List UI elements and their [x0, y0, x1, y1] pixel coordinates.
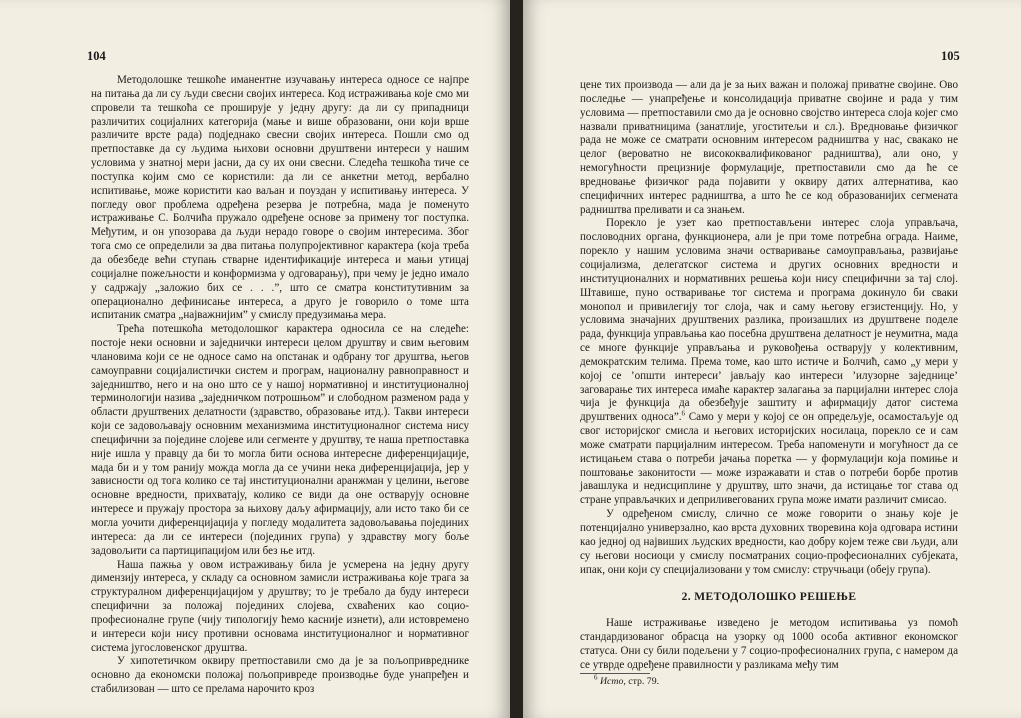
- right-page-body: [580, 79, 958, 688]
- footnote: [580, 673, 958, 688]
- footnote-source: Исто: [599, 675, 624, 687]
- paragraph: Порекло је узет као претпостављени интерес слоја управљача, пословодних органа, функционера, али је при томе потребна ограда. Наиме, порекло у нашим условима значи остваривање самоуправљања, развијање социјализма, делегатског система и других основних вредности и институционалних и нормативних решења који нису специфични за тај слој. Штавише, пуно остваривање тог система и програма докинуло би сваки монопол и привилегију тог слоја, чак и саму његову егзистенцију. Но, у условима значајних друштвених разлика, произашлих из друштвене поделе рада, функција управљања као посебна друштвена делатност је неумитна, мада се многе функције управљања и руковођења остварују у колективним, демократским телима. Према томе, као што истиче и Болчић, само „у мери у којој се ’општи интереси’ јављају као интереси ’илузорне заједнице’ заговарање тих интереса имаће карактер залагања за парцијални интерес слоја чија је функција да обезбеђује заштиту и афирмацију датог система друштвених односа”.$^6$ Само у мери у којој се он опредељује, осамостаљује од свог историјског смисла и његових историјских носилаца, порекло се и сам може сматрати парцијалним интересом. Треба напоменути и могућност да се истицањем става о потреби јачања поретка — у формулацији која помиње и поштовање законитости — може изражавати и став о потреби борбе против јавашлука и недисциплине у друштву, што значи, да истицање тог става од стране управљачких и деприливегованих група може имати различит смисао.: [580, 217, 958, 507]
- paragraph: У хипотетичком оквиру претпоставили смо да је за пољопривреднике основно да економски положај пољопривреде производње буде унапређен и стабилизован — што се прелама нарочито кроз: [91, 655, 469, 696]
- paragraph: цене тих производа — али да је за њих важан и положај приватне својине. Ово последње — унапређење и консолидација приватне својине и рада у тим условима — претпоставили смо да је основно својство интереса слоја којег смо назвали приватницима (занатлије, угоститељи и сл.). Вредновање физичког рада не може се сматрати основним интересом радништва у нас, свакако не целог (вероватно не висококвалификованог радништва), али оно, у немогућности прецизније формулације, претпоставили смо да ће се вредновање физичког рада појавити у оквиру датих алтернатива, као специфичних интерес радништва, а што ће се код образованијих сегмената радништва преливати и са знањем.: [580, 79, 958, 216]
- paragraph: Трећа потешкоћа методолошког карактера односила се на следеће: постоје неки основни и заједнички интереси целом друштву и свим његовим члановима који се не односе само на опстанак и одбрану тог друштва, његов самоуправни социјалистички систем и програм, националну равноправност и заједништво, него и на оно што се у нашој нормативној и институционалној терминологији назива „заједничком потрошњом” и слободном разменом рада у области друштвених делатности (здравство, образовање итд.). Такви интереси који се задовољавају основним механизмима институционалног система нису специфични за поједине слојеве или сегменте у друштву, те наша претпоставка није ишла у правцу да би то могла бити основа интересне диференцијације, мада би и у том ранију можда могла да се учини нека диференцијација, јер у зависности од тога колико се тај институционални аранжман у целини, његове основне вредности, прихватају, колико се види да оне остварују основне интересе и пружају простора за њихову даљу афирмацију, али исто тако би се могла уочити диференцијација у погледу модалитета задовољавања појединих интереса: да ли се интереси (појединих група) у здравству могу боље задовољити са партиципацијом или без ње итд.: [91, 323, 469, 557]
- left-page: [0, 0, 510, 718]
- page-number-right: 105: [941, 49, 960, 63]
- footnote-ref-marker: 6: [681, 409, 686, 418]
- paragraph: Наше истраживање изведено је методом испитивања уз помоћ стандардизованог обрасца на узорку од 1000 особа активног економског статуса. Они су били подељени у 7 социо-професионалних група, с намером да се утврде одређене правилности у разликама међу тим: [580, 617, 958, 671]
- paragraph: Наша пажња у овом истраживању била је усмерена на једну другу димензију интереса, у складу са основном замисли истраживања које трага за структуралном диференцијацијом у друштву; то је требало да буду интереси специфични за положај појединих слојева, схваћених као социо-професионалне групе (чију типологију ћемо касније изнети), али истовремено и интереси који нису противни основама институционалног и нормативног система југословенског друштва.: [91, 558, 469, 654]
- right-page: [523, 0, 1021, 718]
- section-heading: 2. МЕТОДОЛОШКО РЕШЕЊЕ: [681, 591, 857, 604]
- book-gutter: [510, 0, 523, 718]
- footnote-marker: 6: [594, 673, 598, 682]
- footnote-reference: , стр. 79.: [623, 675, 660, 687]
- paragraph: У одређеном смислу, слично се може говорити о знању које је потенцијално универзално, као врста духовних творевина која одговара истини као једној од највиших људских вредности, као добру којем теже сви људи, али су његови носиоци у смислу посматраних социо-професионалних субјеката, ипак, они који су специјализовани у том смислу: стручњаци (обеју група).: [580, 508, 958, 576]
- paragraph: Методолошке тешкоће иманентне изучавању интереса односе се најпре на питања да ли су људи свесни својих интереса. Код истраживања које смо ми спровели та тешкоћа се проширује у једну другу: да ли су припадници различитих социјалних категорија (мање и више образовани, они који врше различите врсте рада) подједнако свесни својих интереса. Пошли смо од претпоставке да су људима њихови основни друштвени интереси у нашим условима у знатној мери јасни, да су их они свесни. Следећа тешкоћа тиче се поступка којим смо се користили: да ли се анкетни метод, вербално испитивање, може користити као ваљан и поуздан у испитивању интереса. У погледу овог проблема одређена резерва је потребна, мада је поменуто истраживање С. Болчића пружало одређене основе за примену тог поступка. Међутим, и он упозорава да људи нерадо говоре о својим интересима. Због тога смо се определили за два питања полупројективног карактера (која треба да обезбеде већи ступањ стварне идентификације интереса и мањи утицај социјалне пожељности и конформизма у одговарању), при чему је једно имало у садржају „заложио бих се . . .”, што се сматра конститутивним за операционално дефинисање интереса, а друго је говорило о томе шта испитаник сматра „најважнијим” у смислу предузимања мера.: [91, 74, 469, 322]
- page-number-left: 104: [87, 49, 106, 63]
- footnote-divider: [580, 673, 650, 674]
- left-page-body: [91, 74, 469, 697]
